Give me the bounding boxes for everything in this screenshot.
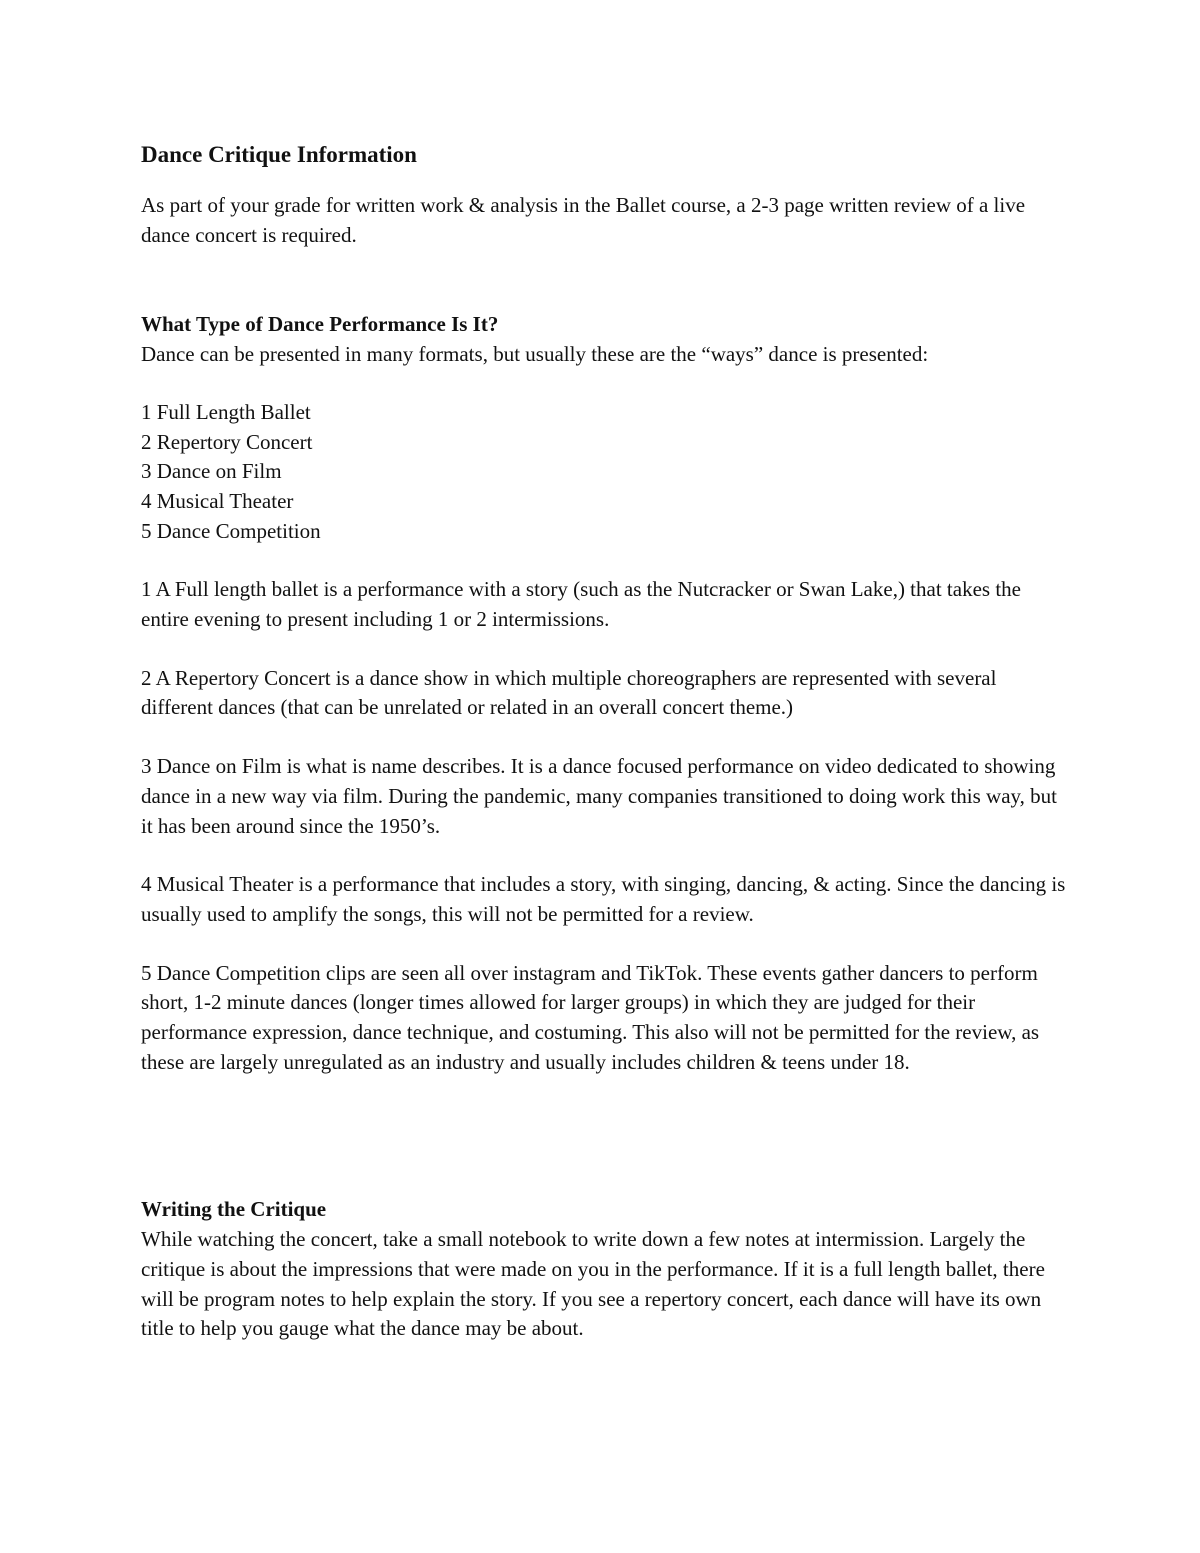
section-description-writing-critique: While watching the concert, take a small notebook to write down a few notes at intermission. Largely the critique is about the impressions that were made on you in the performance. If it is a full length ballet, there will be program notes to help explain the story. If you see a repertory concert, each dance will have its own title to help you gauge what the dance may be about. xyxy=(141,1227,1045,1341)
paragraph-repertory-concert: 2 A Repertory Concert is a dance show in which multiple choreographers are represented with several different dances (that can be unrelated or related in an overall concert theme.) xyxy=(141,665,997,720)
list-item: 1 Full Length Ballet xyxy=(141,399,311,424)
section-heading-writing-critique: Writing the Critique xyxy=(141,1197,327,1222)
list-item: 4 Musical Theater xyxy=(141,488,294,513)
list-item: 3 Dance on Film xyxy=(141,459,282,484)
paragraph-musical-theater: 4 Musical Theater is a performance that includes a story, with singing, dancing, & acting. Since the dancing is usually used to amplify the songs, this will not be permitted for a review. xyxy=(141,872,1066,926)
section-writing-critique xyxy=(141,1195,1071,1344)
document-page xyxy=(141,138,1071,1344)
paragraph-dance-competition: 5 Dance Competition clips are seen all over instagram and TikTok. These events gather dancers to perform short, 1-2 minute dances (longer times allowed for larger groups) in which they are judged for their performance expression, dance technique, and costuming. This also will not be permitted for the review, as these are largely unregulated as an industry and usually includes children & teens under 18. xyxy=(141,960,1040,1074)
performance-types-list xyxy=(141,398,1071,547)
section-description-performance-types: Dance can be presented in many formats, but usually these are the “ways” dance is presented: xyxy=(141,342,929,367)
intro-paragraph: As part of your grade for written work & analysis in the Ballet course, a 2-3 page written review of a live dance concert is required. xyxy=(141,193,1026,247)
section-heading-performance-types: What Type of Dance Performance Is It? xyxy=(141,312,499,337)
list-item: 2 Repertory Concert xyxy=(141,429,313,454)
list-item: 5 Dance Competition xyxy=(141,518,321,543)
section-performance-types xyxy=(141,310,1071,1077)
paragraph-full-length-ballet: 1 A Full length ballet is a performance with a story (such as the Nutcracker or Swan Lake,) that takes the entire evening to present including 1 or 2 intermissions. xyxy=(141,577,1021,632)
paragraph-dance-on-film: 3 Dance on Film is what is name describes. It is a dance focused performance on video dedicated to showing dance in a new way via film. During the pandemic, many companies transitioned to doing work this way, but it has been around since the 1950’s. xyxy=(141,754,1058,838)
document-title: Dance Critique Information xyxy=(141,142,417,167)
